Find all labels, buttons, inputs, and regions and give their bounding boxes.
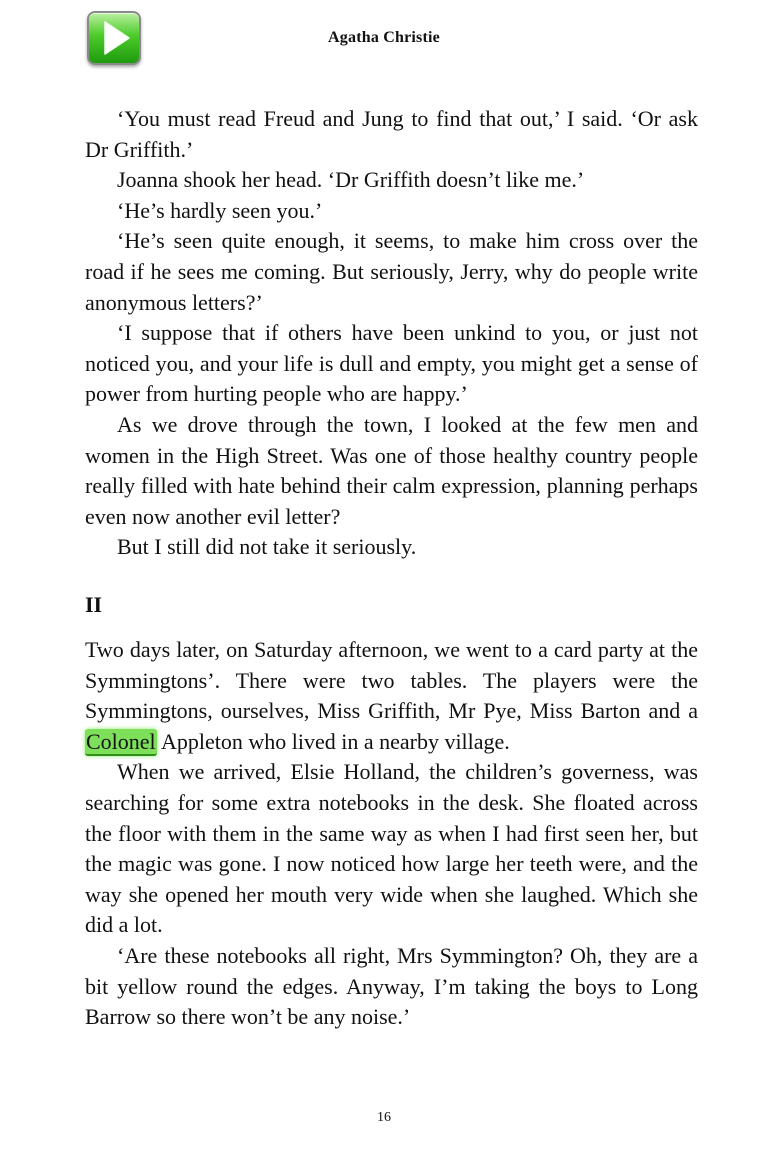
highlighted-word[interactable]: Colonel (86, 728, 156, 754)
chapter-section-heading: II (85, 592, 103, 617)
paragraph: But I still did not take it seriously. (117, 534, 417, 560)
paragraph-text: Two days later, on Saturday afternoon, we went to a card party at the Symmingtons’. There were two tables. The players were the Symmingtons, ourselves, Miss Griffith, Mr Pye, Miss Barton and a (85, 637, 698, 724)
paragraph: ‘I suppose that if others have been unkind to you, or just not noticed you, and your life is dull and empty, you might get a sense of power from hurting people who are happy.’ (85, 320, 698, 407)
paragraph: When we arrived, Elsie Holland, the children’s governess, was searching for some extra notebooks in the desk. She floated across the floor with them in the same way as when I had first seen her, but the magic was gone. I now noticed how large her teeth were, and the way she opened her mouth very wide when she laughed. Which she did a lot. (85, 759, 698, 938)
section-b-text (85, 635, 698, 1033)
paragraph: ‘He’s seen quite enough, it seems, to make him cross over the road if he sees me coming. But seriously, Jerry, why do people write anonymous letters?’ (85, 228, 698, 315)
paragraph-text: Appleton who lived in a nearby village. (156, 728, 510, 754)
running-header-author: Agatha Christie (328, 29, 440, 46)
paragraph (85, 635, 698, 757)
page-number: 16 (377, 1110, 391, 1125)
paragraph: Joanna shook her head. ‘Dr Griffith doesn’t like me.’ (117, 167, 585, 193)
paragraph: ‘You must read Freud and Jung to find that out,’ I said. ‘Or ask Dr Griffith.’ (85, 106, 698, 162)
paragraph: As we drove through the town, I looked at the few men and women in the High Street. Was one of those healthy country people really filled with hate behind their calm expression, planning perhaps even now another evil letter? (85, 411, 698, 529)
paragraph: ‘Are these notebooks all right, Mrs Symmington? Oh, they are a bit yellow round the edges. Anyway, I’m taking the boys to Long Barrow so there won’t be any noise.’ (85, 942, 698, 1030)
paragraph: ‘He’s hardly seen you.’ (117, 197, 323, 223)
section-a-text (85, 104, 698, 563)
